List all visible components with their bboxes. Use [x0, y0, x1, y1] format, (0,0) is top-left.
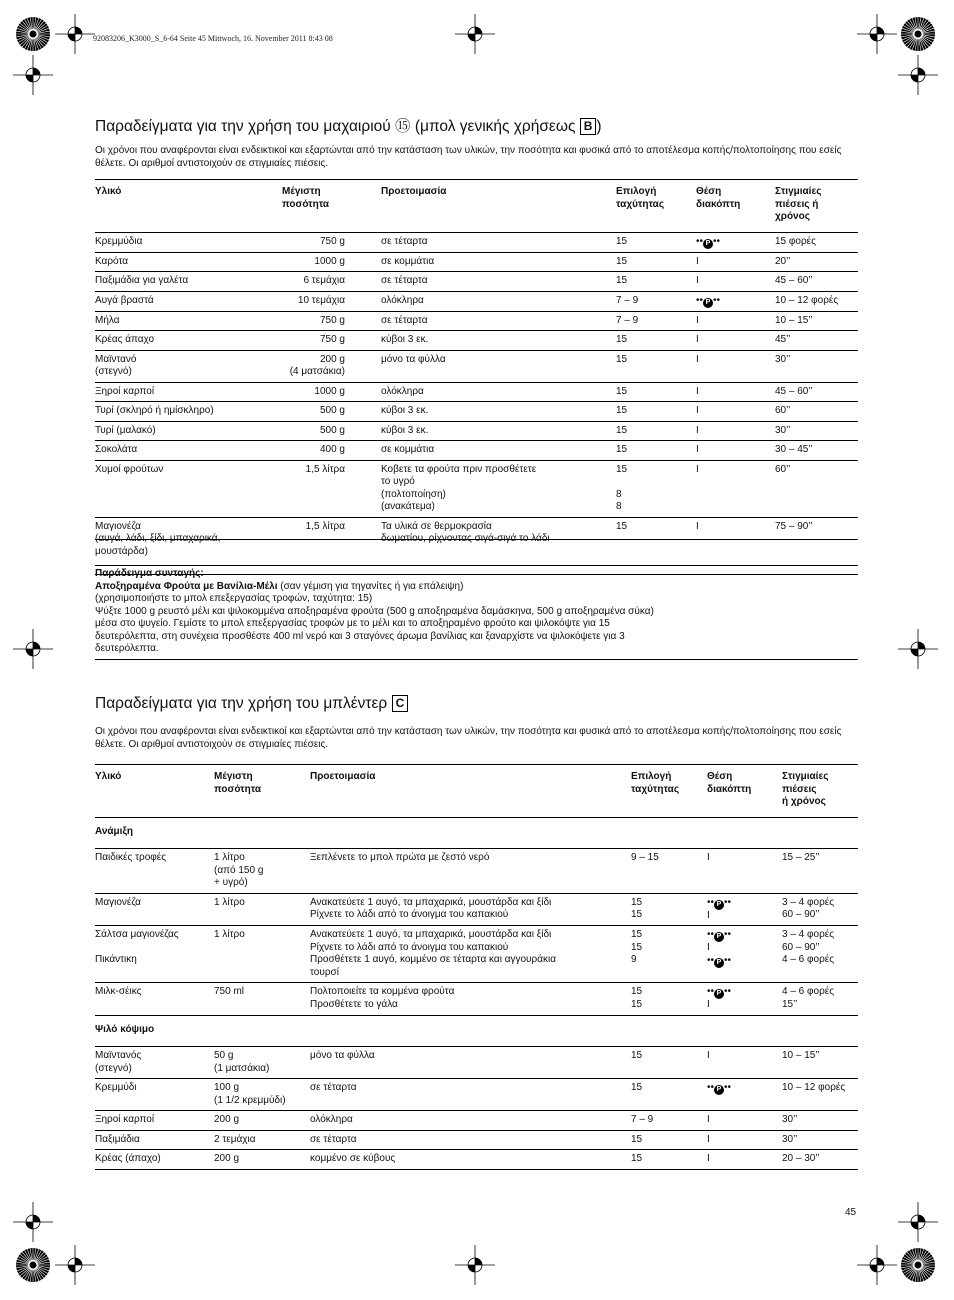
- cell-switch-position: I: [696, 421, 775, 441]
- cell-switch-position: •• P •• I: [707, 893, 782, 926]
- cell-pulses-or-time: 10 – 12 φορές: [782, 1079, 858, 1111]
- cell-speed: 15: [616, 252, 696, 272]
- crosshair-mark: [455, 1245, 495, 1285]
- starburst-mark: [900, 1247, 936, 1283]
- cell-pulses-or-time: 15 φορές: [775, 232, 858, 252]
- table-row: [95, 350, 858, 382]
- table-row: [95, 252, 858, 272]
- cell-max-quantity: 1 λίτρο: [214, 926, 310, 983]
- table-row: [95, 232, 858, 252]
- cell-max-quantity: 200 g: [214, 1150, 310, 1170]
- cell-ingredient: Μαϊντανός (στεγνό): [95, 1047, 214, 1079]
- table-row: [95, 291, 858, 311]
- recipe-name: Αποξηραμένα Φρούτα με Βανίλια-Μέλι: [95, 580, 278, 592]
- cell-speed: 15: [631, 1130, 707, 1150]
- cell-ingredient: Μαγιονέζα (αυγά, λάδι, ξίδι, μπαχαρικά, μουστάρδα): [95, 517, 282, 575]
- cell-max-quantity: 750 g: [282, 232, 381, 252]
- cell-max-quantity: 1000 g: [282, 252, 381, 272]
- cell-max-quantity: 6 τεμάχια: [282, 272, 381, 292]
- cell-pulses-or-time: 30’’: [775, 350, 858, 382]
- cell-pulses-or-time: 75 – 90’’: [775, 517, 858, 575]
- cell-ingredient: Μαγιονέζα: [95, 893, 214, 926]
- section1-intro: Οι χρόνοι που αναφέρονται είναι ενδεικτικοί και εξαρτώνται από την κατάσταση των υλικών, την ποσότητα και φυσικά από το αποτέλεσμα κοπής/πολτοποίησης που εσείς θέλετε. Οι αριθμοί αντιστοιχούν σε στιγμιαίες πιέσεις.: [95, 145, 842, 169]
- cell-pulses-or-time: 15 – 25’’: [782, 849, 858, 894]
- table-row: [95, 849, 858, 894]
- cell-speed: 15 8 8: [616, 460, 696, 517]
- cell-switch-position: •• P •• I •• P ••: [707, 926, 782, 983]
- header-pulses-or-time: Στιγμιαίες πιέσεις ή χρόνος: [775, 180, 858, 233]
- cell-switch-position: I: [696, 517, 775, 575]
- group-heading: Ψιλό κόψιμο: [95, 1015, 858, 1047]
- cell-pulses-or-time: 20 – 30’’: [782, 1150, 858, 1170]
- cell-pulses-or-time: 30’’: [782, 1130, 858, 1150]
- cell-preparation: Τα υλικά σε θερμοκρασία δωματίου, ρίχνοντας σιγά-σιγά το λάδι: [381, 517, 616, 575]
- cell-preparation: σε τέταρτα: [381, 232, 616, 252]
- divider: [95, 539, 858, 540]
- crosshair-mark: [55, 14, 95, 54]
- cell-speed: 15: [631, 1047, 707, 1079]
- cell-speed: 15: [616, 232, 696, 252]
- header-pulses-or-time: Στιγμιαίες πιέσεις ή χρόνος: [782, 765, 858, 818]
- header-max-quantity: Μέγιστη ποσότητα: [282, 180, 381, 233]
- crosshair-mark: [898, 1202, 938, 1242]
- cell-preparation: ολόκληρα: [310, 1111, 631, 1131]
- cell-pulses-or-time: 30 – 45’’: [775, 441, 858, 461]
- cell-max-quantity: 2 τεμάχια: [214, 1130, 310, 1150]
- cell-pulses-or-time: 30’’: [782, 1111, 858, 1131]
- cell-switch-position: •• P ••: [696, 291, 775, 311]
- table-row: [95, 1047, 858, 1079]
- cell-ingredient: Τυρί (σκληρό ή ημίσκληρο): [95, 402, 282, 422]
- cell-ingredient: Κρέας (άπαχο): [95, 1150, 214, 1170]
- header-preparation: Προετοιμασία: [310, 765, 631, 818]
- cell-pulses-or-time: 10 – 15’’: [775, 311, 858, 331]
- cell-switch-position: I: [707, 1150, 782, 1170]
- cell-pulses-or-time: 20’’: [775, 252, 858, 272]
- starburst-mark: [15, 1247, 51, 1283]
- cell-pulses-or-time: 3 – 4 φορές 60 – 90’’: [782, 893, 858, 926]
- crosshair-mark: [898, 55, 938, 95]
- cell-pulses-or-time: 10 – 15’’: [782, 1047, 858, 1079]
- cell-switch-position: I: [696, 350, 775, 382]
- cell-preparation: σε κομμάτια: [381, 252, 616, 272]
- pulse-icon: P: [714, 900, 724, 910]
- section2-title-text: Παραδείγματα για την χρήση του μπλέντερ: [95, 695, 388, 712]
- cell-max-quantity: 200 g (4 ματσάκια): [282, 350, 381, 382]
- cell-max-quantity: 10 τεμάχια: [282, 291, 381, 311]
- pulse-icon: P: [714, 958, 724, 968]
- cell-ingredient: Τυρί (μαλακό): [95, 421, 282, 441]
- cell-switch-position: I: [696, 460, 775, 517]
- section1-title-end: ): [596, 118, 602, 135]
- cell-preparation: σε κομμάτια: [381, 441, 616, 461]
- cell-ingredient: Κρεμμύδι: [95, 1079, 214, 1111]
- cell-speed: 7 – 9: [631, 1111, 707, 1131]
- cell-preparation: Πολτοποιείτε τα κομμένα φρούτα Προσθέτετε το γάλα: [310, 983, 631, 1016]
- cell-ingredient: Παξιμάδια για γαλέτα: [95, 272, 282, 292]
- cell-max-quantity: 750 g: [282, 311, 381, 331]
- section2-title: [95, 695, 408, 713]
- cell-max-quantity: 100 g (1 1/2 κρεμμύδι): [214, 1079, 310, 1111]
- table-row: [95, 1130, 858, 1150]
- cell-preparation: κομμένο σε κύβους: [310, 1150, 631, 1170]
- table-header: [95, 765, 858, 818]
- cell-pulses-or-time: 45 – 60’’: [775, 382, 858, 402]
- group-heading: Ανάμιξη: [95, 817, 858, 849]
- cell-speed: 15: [616, 331, 696, 351]
- cell-preparation: κύβοι 3 εκ.: [381, 402, 616, 422]
- crosshair-mark: [55, 1245, 95, 1285]
- cell-speed: 15: [616, 402, 696, 422]
- cell-max-quantity: 750 ml: [214, 983, 310, 1016]
- crosshair-mark: [13, 55, 53, 95]
- table-row: [95, 441, 858, 461]
- header-max-quantity: Μέγιστη ποσότητα: [214, 765, 310, 818]
- cell-pulses-or-time: 30’’: [775, 421, 858, 441]
- table-row: [95, 926, 858, 983]
- cell-ingredient: Αυγά βραστά: [95, 291, 282, 311]
- cell-ingredient: Παξιμάδια: [95, 1130, 214, 1150]
- cell-ingredient: Κρεμμύδια: [95, 232, 282, 252]
- table-row: [95, 1150, 858, 1170]
- section2-box-label: C: [392, 695, 409, 712]
- cell-pulses-or-time: 10 – 12 φορές: [775, 291, 858, 311]
- cell-speed: 7 – 9: [616, 291, 696, 311]
- cell-ingredient: Μιλκ-σέικς: [95, 983, 214, 1016]
- cell-ingredient: Ξηροί καρποί: [95, 1111, 214, 1131]
- cell-speed: 15: [616, 421, 696, 441]
- cell-switch-position: •• P ••: [707, 1079, 782, 1111]
- cell-max-quantity: 500 g: [282, 421, 381, 441]
- cell-preparation: σε τέταρτα: [310, 1130, 631, 1150]
- cell-preparation: μόνο τα φύλλα: [310, 1047, 631, 1079]
- pulse-icon: P: [703, 298, 713, 308]
- crosshair-mark: [857, 14, 897, 54]
- pulse-icon: P: [714, 932, 724, 942]
- cell-preparation: ολόκληρα: [381, 382, 616, 402]
- crosshair-mark: [13, 629, 53, 669]
- page-number: 45: [845, 1207, 857, 1218]
- table-row: [95, 1079, 858, 1111]
- cell-preparation: κύβοι 3 εκ.: [381, 331, 616, 351]
- cell-pulses-or-time: 60’’: [775, 460, 858, 517]
- cell-switch-position: I: [707, 1111, 782, 1131]
- section1-title: [95, 114, 602, 136]
- cell-preparation: σε τέταρτα: [310, 1079, 631, 1111]
- section2-intro: Οι χρόνοι που αναφέρονται είναι ενδεικτικοί και εξαρτώνται από την κατάσταση των υλικών, την ποσότητα και φυσικά από το αποτέλεσμα κοπής/πολτοποίησης που εσείς θέλετε. Οι αριθμοί αντιστοιχούν σε στιγμιαίες πιέσεις.: [95, 726, 842, 750]
- cell-max-quantity: 400 g: [282, 441, 381, 461]
- group-row: [95, 1015, 858, 1047]
- cell-max-quantity: 1,5 λίτρα: [282, 460, 381, 517]
- table-row: [95, 331, 858, 351]
- section1-title-text: Παραδείγματα για την χρήση του μαχαιριού ⑮ (μπολ γενικής χρήσεως: [95, 118, 576, 135]
- divider: [95, 659, 858, 660]
- cell-switch-position: •• P ••: [696, 232, 775, 252]
- cell-preparation: σε τέταρτα: [381, 311, 616, 331]
- cell-preparation: Ανακατεύετε 1 αυγό, τα μπαχαρικά, μουστάρδα και ξίδι Ρίχνετε το λάδι από το άνοιγμα του καπακιού: [310, 893, 631, 926]
- crosshair-mark: [857, 1245, 897, 1285]
- cell-max-quantity: 1 λίτρο (από 150 g + υγρό): [214, 849, 310, 894]
- cell-ingredient: Σοκολάτα: [95, 441, 282, 461]
- cell-preparation: Κοβετε τα φρούτα πριν προσθέτετε το υγρό (πολτοποίηση) (ανακάτεμα): [381, 460, 616, 517]
- cell-ingredient: Χυμοί φρούτων: [95, 460, 282, 517]
- cell-preparation: κύβοι 3 εκ.: [381, 421, 616, 441]
- cell-max-quantity: 200 g: [214, 1111, 310, 1131]
- cell-ingredient: Παιδικές τροφές: [95, 849, 214, 894]
- table-row: [95, 983, 858, 1016]
- starburst-mark: [900, 16, 936, 52]
- header-ingredient: Υλικό: [95, 765, 214, 818]
- recipe-body: Ψύξτε 1000 g ρευστό μέλι και ψιλοκομμένα αποξηραμένα φρούτα (500 g αποξηραμένα δαμάσκηνα, 500 g αποξηραμένα σύκα) μέσα στο ψυγείο. Γεμίστε το μπολ επεξεργασίας τροφών με το μέλι και το αποξηραμένο φρούτο και ψιλοκόψτε για 15 δευτερόλεπτα, στη συνέχεια προσθέστε 400 ml νερό και 3 σταγόνες άρωμα βανίλιας και ξαναρχίστε να ψιλοκόψετε για 3 δευτερόλεπτα.: [95, 605, 654, 654]
- cell-speed: 15: [616, 441, 696, 461]
- header-speed: Επιλογή ταχύτητας: [616, 180, 696, 233]
- cell-switch-position: I: [696, 331, 775, 351]
- cell-pulses-or-time: 4 – 6 φορές 15’’: [782, 983, 858, 1016]
- section1-box-label: B: [580, 118, 597, 135]
- cell-pulses-or-time: 45’’: [775, 331, 858, 351]
- cell-max-quantity: 1,5 λίτρα: [282, 517, 381, 575]
- cell-max-quantity: 750 g: [282, 331, 381, 351]
- cell-preparation: σε τέταρτα: [381, 272, 616, 292]
- table-row: [95, 893, 858, 926]
- header-speed: Επιλογή ταχύτητας: [631, 765, 707, 818]
- cell-speed: 15: [631, 1079, 707, 1111]
- header-switch-position: Θέση διακόπτη: [696, 180, 775, 233]
- table-row: [95, 421, 858, 441]
- cell-ingredient: Ξηροί καρποί: [95, 382, 282, 402]
- cell-switch-position: I: [707, 1130, 782, 1150]
- cell-ingredient: Κρέας άπαχο: [95, 331, 282, 351]
- cell-speed: 15: [616, 517, 696, 575]
- cell-speed: 7 – 9: [616, 311, 696, 331]
- table-row: [95, 460, 858, 517]
- crosshair-mark: [13, 1202, 53, 1242]
- cell-max-quantity: 50 g (1 ματσάκια): [214, 1047, 310, 1079]
- group-row: [95, 817, 858, 849]
- cell-speed: 15: [616, 272, 696, 292]
- cell-speed: 15: [616, 382, 696, 402]
- recipe-line2: (χρησιμοποιήστε το μπολ επεξεργασίας τροφών, ταχύτητα: 15): [95, 593, 373, 604]
- blender-table: [95, 764, 858, 1170]
- cell-switch-position: I: [707, 1047, 782, 1079]
- recipe-label: Παράδειγμα συνταγής:: [95, 568, 204, 579]
- table-row: [95, 402, 858, 422]
- cell-preparation: Ξεπλένετε το μπολ πρώτα με ζεστό νερό: [310, 849, 631, 894]
- cell-speed: 15 15: [631, 893, 707, 926]
- cell-switch-position: I: [707, 849, 782, 894]
- cell-switch-position: I: [696, 441, 775, 461]
- recipe-block: [95, 568, 655, 656]
- table-row: [95, 1111, 858, 1131]
- knife-table: [95, 179, 858, 575]
- table-row: [95, 382, 858, 402]
- cell-max-quantity: 1000 g: [282, 382, 381, 402]
- crosshair-mark: [455, 14, 495, 54]
- cell-speed: 15: [631, 1150, 707, 1170]
- cell-switch-position: I: [696, 272, 775, 292]
- table-row: [95, 272, 858, 292]
- cell-max-quantity: 1 λίτρο: [214, 893, 310, 926]
- cell-ingredient: Μήλα: [95, 311, 282, 331]
- divider: [95, 565, 858, 566]
- header-ingredient: Υλικό: [95, 180, 282, 233]
- cell-speed: 15 15 9: [631, 926, 707, 983]
- cell-switch-position: I: [696, 402, 775, 422]
- cell-pulses-or-time: 60’’: [775, 402, 858, 422]
- recipe-title: [95, 581, 655, 594]
- starburst-mark: [15, 16, 51, 52]
- cell-speed: 15 15: [631, 983, 707, 1016]
- cell-max-quantity: 500 g: [282, 402, 381, 422]
- cell-ingredient: Καρότα: [95, 252, 282, 272]
- table-body: [95, 817, 858, 1169]
- cell-switch-position: I: [696, 252, 775, 272]
- table-header: [95, 180, 858, 233]
- pulse-icon: P: [714, 989, 724, 999]
- cell-switch-position: I: [696, 382, 775, 402]
- crosshair-mark: [898, 629, 938, 669]
- cell-pulses-or-time: 3 – 4 φορές 60 – 90’’ 4 – 6 φορές: [782, 926, 858, 983]
- table-row: [95, 311, 858, 331]
- pulse-icon: P: [714, 1085, 724, 1095]
- cell-ingredient: Σάλτσα μαγιονέζας Πικάντικη: [95, 926, 214, 983]
- cell-preparation: μόνο τα φύλλα: [381, 350, 616, 382]
- cell-pulses-or-time: 45 – 60’’: [775, 272, 858, 292]
- cell-preparation: ολόκληρα: [381, 291, 616, 311]
- recipe-name-suffix: (σαν γέμιση για τηγανίτες ή για επάλειψη): [277, 580, 464, 592]
- cell-preparation: Ανακατεύετε 1 αυγό, τα μπαχαρικά, μουστάρδα και ξίδι Ρίχνετε το λάδι από το άνοιγμα του καπακιού Προσθέτετε 1 αυγό, κομμένο σε τέταρτα και αγγουράκια τουρσί: [310, 926, 631, 983]
- header-switch-position: Θέση διακόπτη: [707, 765, 782, 818]
- cell-speed: 15: [616, 350, 696, 382]
- cell-ingredient: Μαϊντανό (στεγνό): [95, 350, 282, 382]
- cell-switch-position: •• P •• I: [707, 983, 782, 1016]
- cell-speed: 9 – 15: [631, 849, 707, 894]
- print-header: 92083206_K3000_S_6-64 Seite 45 Mittwoch, 16. November 2011 8:43 08: [93, 34, 333, 43]
- cell-switch-position: I: [696, 311, 775, 331]
- table-body: [95, 232, 858, 575]
- header-preparation: Προετοιμασία: [381, 180, 616, 233]
- pulse-icon: P: [703, 239, 713, 249]
